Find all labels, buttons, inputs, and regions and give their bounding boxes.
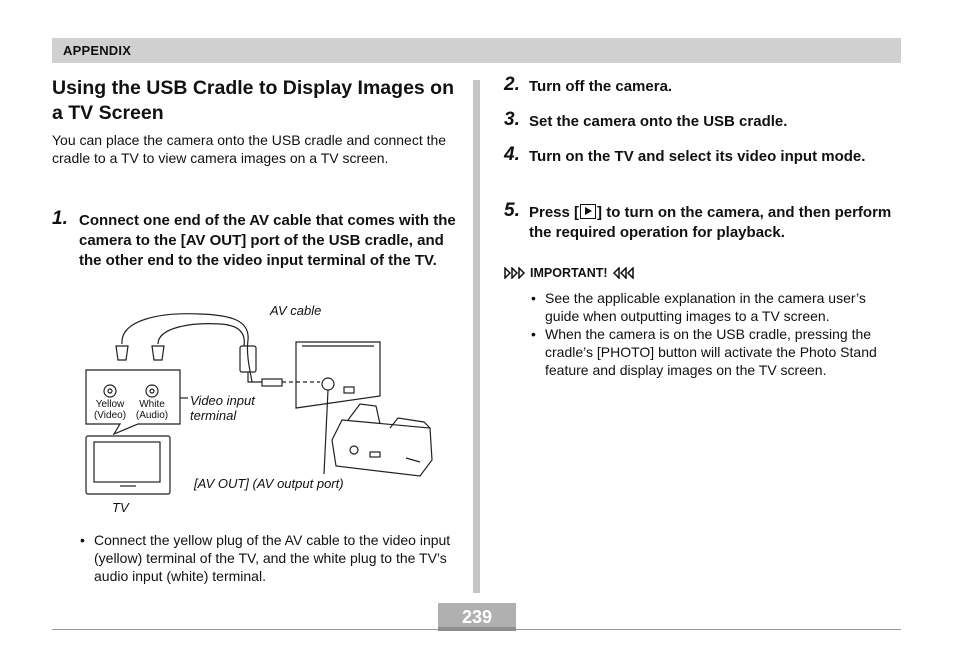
av-cable bbox=[122, 314, 252, 382]
yellow-jack bbox=[104, 385, 116, 397]
step-3-number: 3. bbox=[504, 109, 520, 130]
label-white-audio: (Audio) bbox=[135, 410, 169, 421]
list-item: • When the camera is on the USB cradle, pressing the cradle’s [PHOTO] button will activate the Photo Stand feature and display images on the TV screen. bbox=[531, 325, 901, 379]
white-jack bbox=[146, 385, 158, 397]
step-1-number: 1. bbox=[52, 208, 68, 229]
label-av-cable: AV cable bbox=[270, 303, 322, 318]
left-bullet-list bbox=[80, 531, 452, 585]
tv bbox=[86, 436, 170, 494]
step-5-text-before: Press [ bbox=[529, 204, 580, 221]
page-number: 239 bbox=[438, 603, 516, 631]
page-title: Using the USB Cradle to Display Images on a TV Screen bbox=[52, 77, 454, 124]
step-4-number: 4. bbox=[504, 144, 520, 165]
label-tv: TV bbox=[112, 500, 129, 515]
column-divider bbox=[473, 80, 480, 593]
step-5-text-after: ] to turn on the camera, and then perform the required operation for playback. bbox=[529, 204, 892, 241]
important-right-icon bbox=[612, 267, 634, 279]
step-2-text: Turn off the camera. bbox=[529, 78, 673, 95]
important-heading bbox=[504, 266, 634, 280]
usb-cradle bbox=[332, 420, 432, 476]
label-yellow: Yellow bbox=[95, 399, 125, 410]
header-bar bbox=[52, 38, 901, 63]
important-left-icon bbox=[504, 267, 526, 279]
white-plug bbox=[152, 346, 164, 360]
step-1-text: Connect one end of the AV cable that comes with the camera to the [AV OUT] port of the USB cradle, and the other end to the video input terminal of the TV. bbox=[79, 212, 456, 269]
section-label: APPENDIX bbox=[63, 43, 132, 58]
label-white: White bbox=[139, 399, 165, 410]
step-5-text bbox=[529, 203, 899, 243]
step-5-number: 5. bbox=[504, 200, 520, 221]
important-list bbox=[531, 289, 901, 379]
label-yellow-video: (Video) bbox=[93, 410, 127, 421]
list-item: • See the applicable explanation in the camera user’s guide when outputting images to a TV screen. bbox=[531, 289, 901, 325]
label-video-input-1: Video input bbox=[190, 393, 255, 408]
step-4-text: Turn on the TV and select its video input mode. bbox=[529, 148, 866, 165]
yellow-plug bbox=[116, 346, 128, 360]
intro-paragraph: You can place the camera onto the USB cradle and connect the cradle to a TV to view camera images on a TV screen. bbox=[52, 132, 447, 166]
important-label: IMPORTANT! bbox=[530, 266, 608, 280]
camera-outline bbox=[296, 342, 380, 408]
connection-diagram bbox=[80, 300, 470, 520]
list-item: • Connect the yellow plug of the AV cable to the video input (yellow) terminal of the TV, and the white plug to the TV’s audio input (white) terminal. bbox=[80, 531, 452, 585]
step-2-number: 2. bbox=[504, 74, 520, 95]
label-video-input-2: terminal bbox=[190, 408, 237, 423]
label-av-out: [AV OUT] (AV output port) bbox=[194, 476, 344, 491]
play-icon bbox=[580, 204, 596, 219]
step-3-text: Set the camera onto the USB cradle. bbox=[529, 113, 788, 130]
